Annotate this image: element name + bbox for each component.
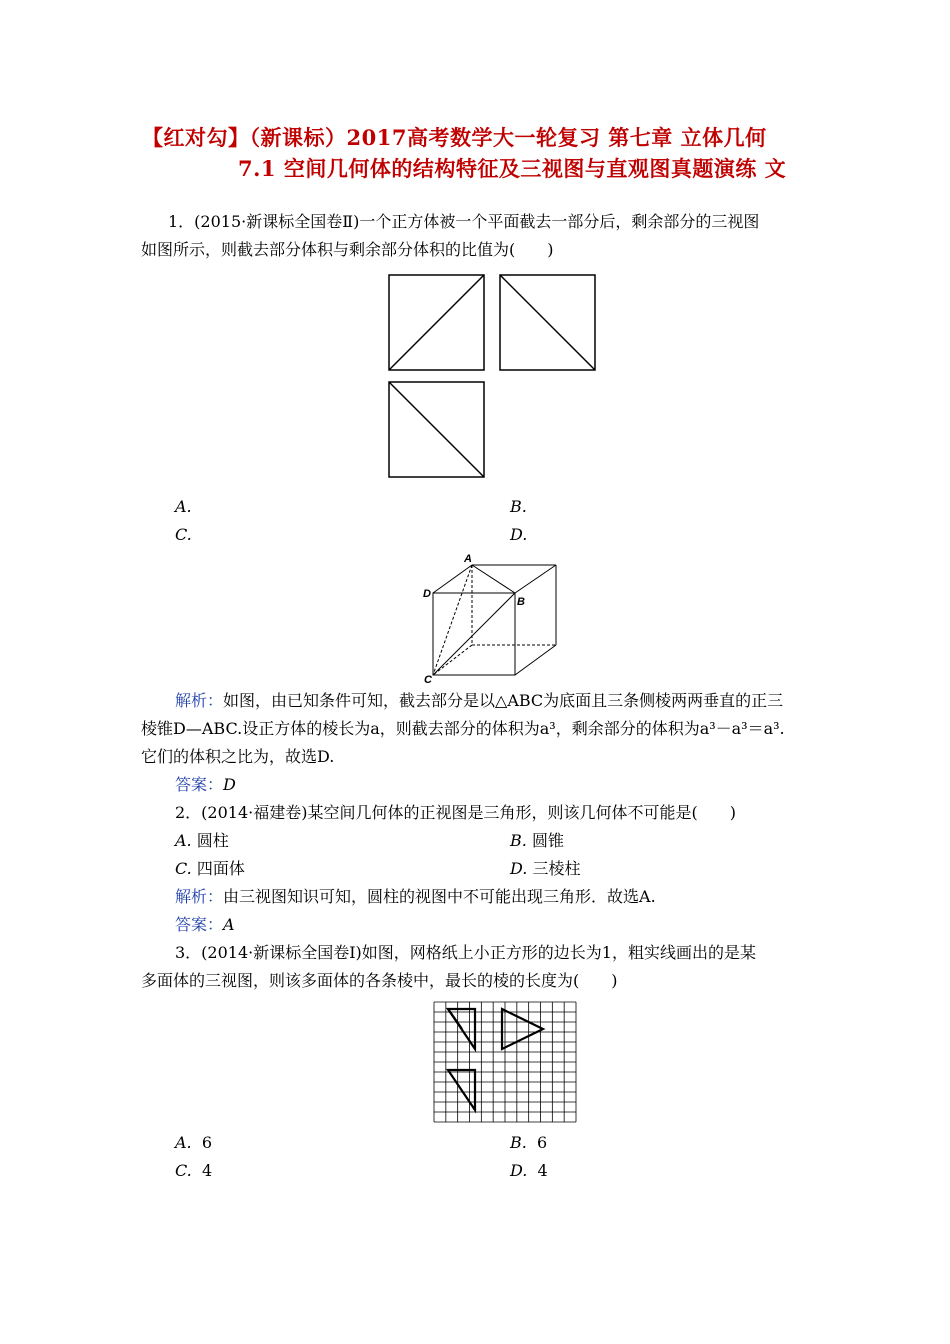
q1-answer-label: 答案：: [175, 775, 224, 794]
q3-option-d: [510, 1157, 548, 1185]
q3-option-c-text: 4: [201, 1161, 213, 1180]
q2-option-b-letter: B.: [510, 831, 527, 850]
q1-option-c: C.: [175, 525, 192, 544]
q1-option-d: D.: [510, 525, 528, 544]
title-line-1: 【红对勾】（新课标）2017高考数学大一轮复习 第七章 立体几何: [142, 125, 767, 150]
q2-analysis-label: 解析：: [175, 887, 224, 906]
q3-stem-line-1: 3．(2014·新课标全国卷Ⅰ)如图，网格纸上小正方形的边长为1，粗实线画出的是某: [175, 943, 756, 962]
q2-option-c-text: 四面体: [196, 859, 245, 878]
q3-option-b: [510, 1129, 547, 1157]
q3-option-d-text: 4: [537, 1161, 548, 1180]
q2-option-d-letter: D.: [510, 859, 528, 878]
q3-stem-line-2: 多面体的三视图，则该多面体的各条棱中，最长的棱的长度为( ): [141, 971, 618, 990]
q1-option-a: A.: [175, 497, 192, 516]
title-line-2: 7.1 空间几何体的结构特征及三视图与直观图真题演练 文: [238, 156, 787, 181]
q3-option-c: [175, 1157, 212, 1185]
q2-option-c: [175, 855, 245, 883]
q3-option-d-letter: D.: [510, 1161, 528, 1180]
q1-analysis-label: 解析：: [175, 691, 224, 710]
q2-option-b: [510, 827, 564, 855]
q2-option-a: [175, 827, 229, 855]
q2-stem: 2．(2014·福建卷)某空间几何体的正视图是三角形，则该几何体不可能是( ): [175, 803, 736, 822]
q2-analysis: [175, 883, 656, 911]
cube-label-a: A: [464, 553, 472, 565]
q1-cube-figure: [420, 553, 570, 686]
q2-option-a-letter: A.: [175, 831, 192, 850]
q2-answer: [175, 911, 235, 939]
q3-option-c-letter: C.: [175, 1161, 192, 1180]
q2-answer-label: 答案：: [175, 915, 224, 934]
q1-answer-value: D: [223, 775, 236, 794]
q3-option-a: [175, 1129, 212, 1157]
q1-stem-line-2: 如图所示，则截去部分体积与剩余部分体积的比值为( ): [141, 240, 554, 259]
q1-analysis-line-1: [175, 687, 783, 715]
cube-label-b: B: [517, 596, 525, 608]
q2-option-a-text: 圆柱: [196, 831, 229, 850]
cube-label-d: D: [423, 588, 431, 600]
q2-option-d-text: 三棱柱: [532, 859, 581, 878]
q2-option-b-text: 圆锥: [531, 831, 564, 850]
q1-analysis-line-3: 它们的体积之比为，故选D.: [141, 747, 335, 766]
q2-analysis-text: 由三视图知识可知，圆柱的视图中不可能出现三角形．故选A.: [223, 887, 656, 906]
cube-label-c: C: [424, 674, 432, 686]
q3-option-a-text: 6: [201, 1133, 212, 1152]
q1-stem-line-1: 1．(2015·新课标全国卷Ⅱ)一个正方体被一个平面截去一部分后，剩余部分的三视图: [168, 212, 760, 231]
q1-analysis-line-2: 棱锥D—ABC.设正方体的棱长为a，则截去部分的体积为a³，剩余部分的体积为a³－a³＝a³.: [141, 719, 785, 738]
q3-option-b-letter: B.: [510, 1133, 527, 1152]
q3-option-a-letter: A.: [175, 1133, 192, 1152]
q2-answer-value: A: [223, 915, 235, 934]
q1-analysis-text-1: 如图，由已知条件可知，截去部分是以△ABC为底面且三条侧棱两两垂直的正三: [223, 691, 784, 710]
q1-three-views-figure: [385, 272, 605, 482]
q1-option-b: B.: [510, 497, 527, 516]
q2-option-d: [510, 855, 580, 883]
q2-option-c-letter: C.: [175, 859, 192, 878]
q1-answer: [175, 771, 236, 799]
q3-grid-figure: [428, 1000, 578, 1130]
q3-option-b-text: 6: [537, 1133, 548, 1152]
